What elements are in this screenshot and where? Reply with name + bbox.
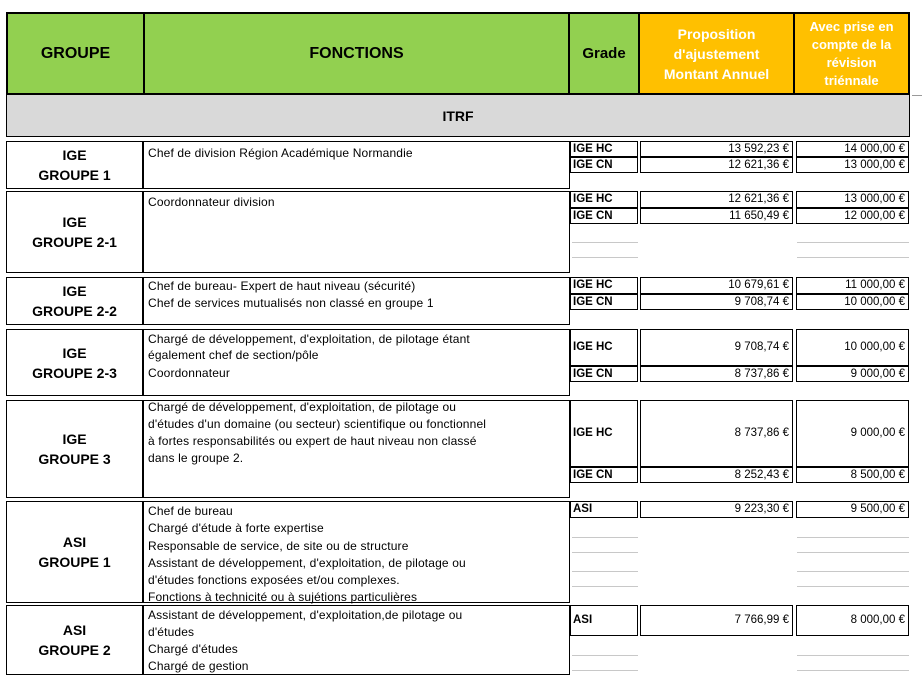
group-name-line: IGE [62, 283, 87, 299]
right-edge-line [912, 95, 922, 96]
group-name-line: IGE [62, 147, 87, 163]
section-band-itrf: ITRF [6, 95, 910, 137]
empty-row-line [797, 552, 909, 553]
revision-amount: 13 000,00 € [796, 157, 909, 173]
proposition-amount: 9 708,74 € [640, 329, 793, 366]
header-grade: Grade [568, 12, 640, 95]
empty-row-line [572, 670, 638, 671]
group-name-cell [6, 329, 143, 396]
function-line: Fonctions à technicité ou à sujétions particulières [148, 590, 418, 604]
header-fonctions: FONCTIONS [143, 12, 570, 95]
empty-row-line [797, 242, 909, 243]
function-line: Chef de bureau- Expert de haut niveau (sécurité) [148, 279, 416, 293]
header-revision: Avec prise en compte de la révision triénnale [793, 12, 910, 95]
proposition-amount: 13 592,23 € [640, 141, 793, 157]
revision-amount: 10 000,00 € [796, 329, 909, 366]
function-line: Chargé d'études [148, 642, 238, 656]
revision-amount: 8 000,00 € [796, 605, 909, 636]
proposition-amount: 12 621,36 € [640, 157, 793, 173]
revision-amount: 14 000,00 € [796, 141, 909, 157]
grade-cell: IGE HC [570, 141, 638, 157]
group-name-line: IGE [62, 344, 87, 361]
group-name-line: GROUPE 1 [38, 554, 111, 570]
group-name-line: GROUPE 3 [38, 451, 111, 467]
empty-row-line [572, 571, 638, 572]
grade-cell: IGE CN [570, 366, 638, 382]
functions-cell [143, 329, 570, 396]
group-name-line: ASI [62, 622, 87, 638]
grade-cell: IGE HC [570, 400, 638, 467]
header-groupe: GROUPE [6, 12, 145, 95]
group-name-cell [6, 605, 143, 675]
group-name-line: GROUPE 2-1 [32, 234, 117, 250]
revision-amount: 9 500,00 € [796, 501, 909, 518]
grade-cell: IGE CN [570, 467, 638, 483]
empty-row-line [572, 257, 638, 258]
group-name-line: ASI [62, 534, 87, 550]
grade-cell: IGE CN [570, 208, 638, 224]
function-line: Assistant de développement, d'exploitation,de pilotage ou [148, 608, 463, 622]
function-line: d'études [148, 625, 195, 639]
group-name-line: IGE [62, 431, 87, 447]
function-line: d'études fonctions exposées et/ou complexes. [148, 573, 400, 587]
function-line: Chargé de gestion [148, 659, 249, 673]
function-line: Chargé d'étude à forte expertise [148, 521, 324, 535]
function-line: Coordonnateur [148, 366, 231, 380]
grade-cell: IGE HC [570, 277, 638, 294]
functions-cell [143, 501, 570, 603]
group-name-line: GROUPE 2 [38, 642, 111, 658]
function-line: à fortes responsabilités ou expert de haut niveau non classé [148, 434, 477, 448]
functions-cell [143, 400, 570, 498]
function-line: Assistant de développement, d'exploitation, de pilotage ou [148, 556, 466, 570]
proposition-amount: 9 708,74 € [640, 294, 793, 310]
revision-amount: 10 000,00 € [796, 294, 909, 310]
function-line: Chef de bureau [148, 504, 233, 518]
grade-cell: IGE CN [570, 157, 638, 173]
group-name-cell [6, 501, 143, 603]
grade-cell: IGE HC [570, 191, 638, 208]
empty-row-line [572, 552, 638, 553]
proposition-amount: 12 621,36 € [640, 191, 793, 208]
revision-amount: 9 000,00 € [796, 366, 909, 382]
empty-row-line [572, 242, 638, 243]
header-proposition: Proposition d'ajustement Montant Annuel [638, 12, 795, 95]
grade-cell: IGE HC [570, 329, 638, 366]
function-line: également chef de section/pôle [148, 348, 319, 362]
proposition-amount: 10 679,61 € [640, 277, 793, 294]
empty-row-line [572, 537, 638, 538]
group-name-line: GROUPE 1 [38, 167, 111, 183]
revision-amount: 8 500,00 € [796, 467, 909, 483]
empty-row-line [797, 670, 909, 671]
group-name-cell [6, 191, 143, 273]
proposition-amount: 8 737,86 € [640, 400, 793, 467]
function-line: d'études d'un domaine (ou secteur) scientifique ou fonctionnel [148, 417, 487, 431]
function-line: Chargé de développement, d'exploitation, de pilotage ou [148, 400, 457, 414]
function-line: Chargé de développement, d'exploitation, de pilotage étant [148, 332, 470, 346]
function-line: dans le groupe 2. [148, 451, 244, 465]
revision-amount: 11 000,00 € [796, 277, 909, 294]
empty-row-line [572, 586, 638, 587]
functions-cell [143, 605, 570, 675]
proposition-amount: 11 650,49 € [640, 208, 793, 224]
grade-cell: ASI [570, 501, 638, 518]
empty-row-line [797, 571, 909, 572]
proposition-amount: 9 223,30 € [640, 501, 793, 518]
function-line: Coordonnateur division [148, 195, 275, 209]
function-line: Responsable de service, de site ou de structure [148, 539, 409, 553]
proposition-amount: 8 252,43 € [640, 467, 793, 483]
revision-amount: 13 000,00 € [796, 191, 909, 208]
revision-amount: 9 000,00 € [796, 400, 909, 467]
group-name-line: IGE [62, 214, 87, 230]
revision-amount: 12 000,00 € [796, 208, 909, 224]
empty-row-line [797, 655, 909, 656]
group-name-line: GROUPE 2-2 [32, 303, 117, 319]
empty-row-line [797, 537, 909, 538]
proposition-amount: 8 737,86 € [640, 366, 793, 382]
grade-cell: ASI [570, 605, 638, 636]
function-line: Chef de division Région Académique Normandie [148, 146, 413, 160]
functions-cell [143, 277, 570, 325]
grade-cell: IGE CN [570, 294, 638, 310]
group-name-cell [6, 277, 143, 325]
empty-row-line [797, 257, 909, 258]
empty-row-line [572, 655, 638, 656]
proposition-amount: 7 766,99 € [640, 605, 793, 636]
group-name-line: GROUPE 2-3 [32, 364, 117, 381]
function-line: Chef de services mutualisés non classé en groupe 1 [148, 296, 434, 310]
functions-cell [143, 141, 570, 189]
empty-row-line [797, 586, 909, 587]
group-name-cell [6, 400, 143, 498]
functions-cell [143, 191, 570, 273]
group-name-cell [6, 141, 143, 189]
